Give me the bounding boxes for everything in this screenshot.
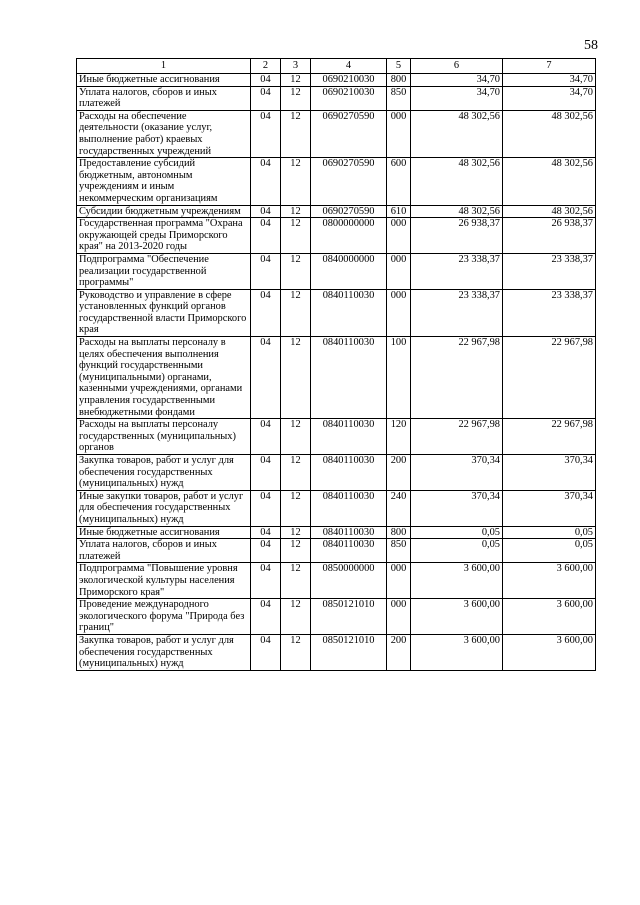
row-target-code: 0850121010 <box>311 634 387 670</box>
row-target-code: 0840110030 <box>311 539 387 563</box>
row-subsection: 12 <box>281 205 311 218</box>
row-section: 04 <box>251 253 281 289</box>
row-name: Закупка товаров, работ и услуг для обеспечения государственных (муниципальных) нужд <box>77 455 251 491</box>
row-name: Иные бюджетные ассигнования <box>77 526 251 539</box>
row-amount-2: 48 302,56 <box>503 158 596 205</box>
row-expense-type: 120 <box>387 419 411 455</box>
row-expense-type: 850 <box>387 86 411 110</box>
row-subsection: 12 <box>281 634 311 670</box>
row-name: Закупка товаров, работ и услуг для обеспечения государственных (муниципальных) нужд <box>77 634 251 670</box>
row-subsection: 12 <box>281 158 311 205</box>
row-subsection: 12 <box>281 110 311 157</box>
row-section: 04 <box>251 158 281 205</box>
row-section: 04 <box>251 74 281 87</box>
row-name: Предоставление субсидий бюджетным, автономным учреждениям и иным некоммерческим организациям <box>77 158 251 205</box>
row-subsection: 12 <box>281 253 311 289</box>
row-subsection: 12 <box>281 526 311 539</box>
header-col-4: 4 <box>311 59 387 74</box>
row-amount-1: 48 302,56 <box>411 110 503 157</box>
row-amount-1: 0,05 <box>411 526 503 539</box>
row-section: 04 <box>251 419 281 455</box>
row-name: Проведение международного экологического форума "Природа без границ" <box>77 599 251 635</box>
row-amount-1: 3 600,00 <box>411 599 503 635</box>
row-amount-1: 3 600,00 <box>411 563 503 599</box>
row-expense-type: 000 <box>387 289 411 336</box>
row-amount-2: 3 600,00 <box>503 563 596 599</box>
row-amount-1: 0,05 <box>411 539 503 563</box>
row-amount-2: 23 338,37 <box>503 289 596 336</box>
row-expense-type: 200 <box>387 634 411 670</box>
row-amount-2: 34,70 <box>503 74 596 87</box>
budget-table <box>76 58 596 671</box>
header-col-5: 5 <box>387 59 411 74</box>
row-subsection: 12 <box>281 455 311 491</box>
row-amount-1: 22 967,98 <box>411 419 503 455</box>
row-target-code: 0840110030 <box>311 526 387 539</box>
row-amount-1: 3 600,00 <box>411 634 503 670</box>
row-expense-type: 240 <box>387 490 411 526</box>
row-target-code: 0840000000 <box>311 253 387 289</box>
row-name: Субсидии бюджетным учреждениям <box>77 205 251 218</box>
row-subsection: 12 <box>281 74 311 87</box>
row-amount-2: 0,05 <box>503 526 596 539</box>
table-row <box>77 337 596 419</box>
row-expense-type: 200 <box>387 455 411 491</box>
row-amount-1: 48 302,56 <box>411 158 503 205</box>
row-subsection: 12 <box>281 289 311 336</box>
table-row <box>77 74 596 87</box>
row-target-code: 0840110030 <box>311 337 387 419</box>
row-name: Иные бюджетные ассигнования <box>77 74 251 87</box>
row-subsection: 12 <box>281 539 311 563</box>
row-name: Расходы на обеспечение деятельности (оказание услуг, выполнение работ) краевых государственных учреждений <box>77 110 251 157</box>
table-row <box>77 289 596 336</box>
table-row <box>77 218 596 254</box>
row-amount-1: 48 302,56 <box>411 205 503 218</box>
row-section: 04 <box>251 599 281 635</box>
row-expense-type: 000 <box>387 110 411 157</box>
row-section: 04 <box>251 455 281 491</box>
table-row <box>77 526 596 539</box>
row-amount-2: 26 938,37 <box>503 218 596 254</box>
row-expense-type: 000 <box>387 563 411 599</box>
row-section: 04 <box>251 539 281 563</box>
row-expense-type: 000 <box>387 253 411 289</box>
row-section: 04 <box>251 110 281 157</box>
row-name: Государственная программа "Охрана окружающей среды Приморского края" на 2013-2020 годы <box>77 218 251 254</box>
table-row <box>77 599 596 635</box>
row-amount-1: 34,70 <box>411 74 503 87</box>
row-amount-2: 34,70 <box>503 86 596 110</box>
row-amount-1: 22 967,98 <box>411 337 503 419</box>
row-target-code: 0690270590 <box>311 205 387 218</box>
header-col-1: 1 <box>77 59 251 74</box>
table-row <box>77 539 596 563</box>
row-target-code: 0840110030 <box>311 455 387 491</box>
table-row <box>77 563 596 599</box>
table-row <box>77 419 596 455</box>
row-amount-1: 23 338,37 <box>411 289 503 336</box>
row-amount-2: 48 302,56 <box>503 110 596 157</box>
row-name: Руководство и управление в сфере установленных функций органов государственной власти Приморского края <box>77 289 251 336</box>
row-target-code: 0840110030 <box>311 289 387 336</box>
row-amount-2: 0,05 <box>503 539 596 563</box>
row-amount-2: 3 600,00 <box>503 634 596 670</box>
row-expense-type: 000 <box>387 599 411 635</box>
row-section: 04 <box>251 634 281 670</box>
header-col-2: 2 <box>251 59 281 74</box>
row-target-code: 0850000000 <box>311 563 387 599</box>
row-expense-type: 800 <box>387 74 411 87</box>
row-subsection: 12 <box>281 218 311 254</box>
page-number: 58 <box>584 38 598 53</box>
row-amount-2: 370,34 <box>503 455 596 491</box>
row-expense-type: 610 <box>387 205 411 218</box>
row-name: Уплата налогов, сборов и иных платежей <box>77 86 251 110</box>
row-section: 04 <box>251 86 281 110</box>
row-section: 04 <box>251 289 281 336</box>
table-row <box>77 455 596 491</box>
row-section: 04 <box>251 205 281 218</box>
row-subsection: 12 <box>281 419 311 455</box>
table-row <box>77 110 596 157</box>
row-target-code: 0690210030 <box>311 86 387 110</box>
header-col-7: 7 <box>503 59 596 74</box>
row-subsection: 12 <box>281 337 311 419</box>
row-name: Расходы на выплаты персоналу государственных (муниципальных) органов <box>77 419 251 455</box>
row-section: 04 <box>251 490 281 526</box>
row-expense-type: 850 <box>387 539 411 563</box>
row-subsection: 12 <box>281 86 311 110</box>
row-expense-type: 100 <box>387 337 411 419</box>
row-name: Уплата налогов, сборов и иных платежей <box>77 539 251 563</box>
row-target-code: 0690210030 <box>311 74 387 87</box>
row-subsection: 12 <box>281 599 311 635</box>
table-row <box>77 205 596 218</box>
header-row <box>77 59 596 74</box>
row-subsection: 12 <box>281 490 311 526</box>
row-section: 04 <box>251 337 281 419</box>
row-section: 04 <box>251 563 281 599</box>
table-row <box>77 253 596 289</box>
row-expense-type: 600 <box>387 158 411 205</box>
row-amount-2: 22 967,98 <box>503 337 596 419</box>
row-amount-2: 22 967,98 <box>503 419 596 455</box>
table-row <box>77 634 596 670</box>
row-section: 04 <box>251 526 281 539</box>
row-target-code: 0840110030 <box>311 419 387 455</box>
row-expense-type: 000 <box>387 218 411 254</box>
row-target-code: 0850121010 <box>311 599 387 635</box>
row-amount-2: 3 600,00 <box>503 599 596 635</box>
row-name: Подпрограмма "Повышение уровня экологической культуры населения Приморского края" <box>77 563 251 599</box>
row-target-code: 0690270590 <box>311 158 387 205</box>
row-target-code: 0840110030 <box>311 490 387 526</box>
row-section: 04 <box>251 218 281 254</box>
row-name: Иные закупки товаров, работ и услуг для обеспечения государственных (муниципальных) нужд <box>77 490 251 526</box>
row-expense-type: 800 <box>387 526 411 539</box>
row-amount-2: 48 302,56 <box>503 205 596 218</box>
row-target-code: 0800000000 <box>311 218 387 254</box>
header-col-6: 6 <box>411 59 503 74</box>
row-amount-1: 34,70 <box>411 86 503 110</box>
row-amount-2: 370,34 <box>503 490 596 526</box>
row-amount-2: 23 338,37 <box>503 253 596 289</box>
row-amount-1: 23 338,37 <box>411 253 503 289</box>
row-name: Подпрограмма "Обеспечение реализации государственной программы" <box>77 253 251 289</box>
table-row <box>77 86 596 110</box>
header-col-3: 3 <box>281 59 311 74</box>
row-subsection: 12 <box>281 563 311 599</box>
row-amount-1: 370,34 <box>411 490 503 526</box>
row-name: Расходы на выплаты персоналу в целях обеспечения выполнения функций государственными (муниципальными) органами, казенными учреждениями, органами управления государственными внебюджетными фондами <box>77 337 251 419</box>
row-amount-1: 26 938,37 <box>411 218 503 254</box>
table-row <box>77 490 596 526</box>
table-row <box>77 158 596 205</box>
row-amount-1: 370,34 <box>411 455 503 491</box>
row-target-code: 0690270590 <box>311 110 387 157</box>
